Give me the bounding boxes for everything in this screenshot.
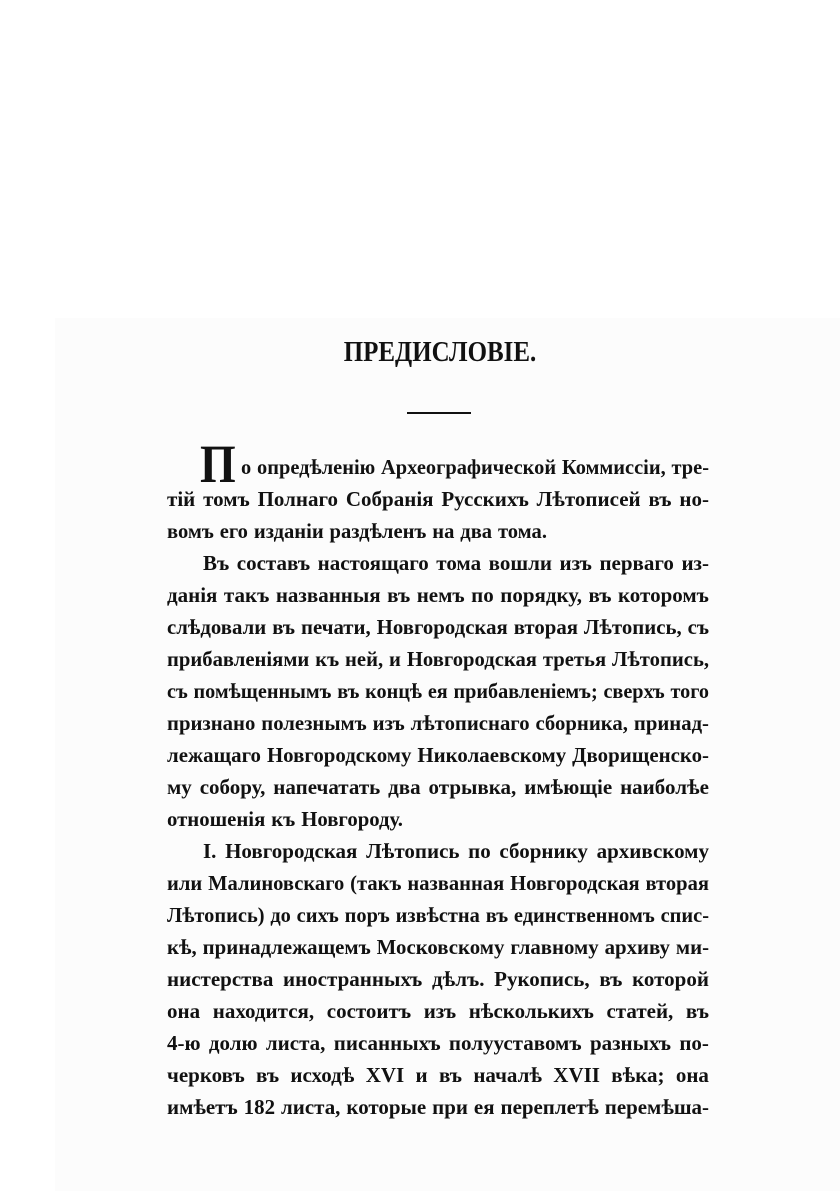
word: въ bbox=[485, 903, 509, 927]
word: единственномъ bbox=[513, 903, 655, 927]
word: прибавленіемъ; bbox=[453, 679, 598, 703]
word: напечатать bbox=[273, 775, 381, 799]
word: поръ bbox=[344, 903, 390, 927]
word: Лѣтопись) bbox=[167, 903, 265, 927]
word: но- bbox=[679, 487, 709, 511]
drop-cap: П bbox=[200, 434, 236, 494]
word: из- bbox=[681, 551, 709, 575]
word: полезнымъ bbox=[261, 711, 367, 735]
word: Московскому bbox=[376, 935, 505, 959]
word: или bbox=[167, 871, 203, 895]
word: вошли bbox=[488, 551, 552, 575]
text-line bbox=[167, 932, 709, 962]
word: такъ bbox=[223, 583, 270, 607]
text-line bbox=[167, 772, 709, 802]
word: Рукопись, bbox=[494, 967, 590, 991]
word: Новгородская bbox=[376, 615, 508, 639]
word: Дворищенско- bbox=[572, 743, 710, 767]
word: писанныхъ bbox=[333, 1031, 441, 1055]
word: главному bbox=[510, 935, 599, 959]
word: ея bbox=[473, 1095, 495, 1119]
word: раздѣленъ bbox=[329, 519, 427, 543]
word: печати, bbox=[301, 615, 371, 639]
word: концѣ bbox=[365, 679, 423, 703]
word: въ bbox=[685, 999, 709, 1023]
word: перемѣша- bbox=[604, 1095, 710, 1119]
word: о bbox=[241, 455, 252, 479]
word: (такъ bbox=[350, 871, 402, 895]
word: долю bbox=[208, 1031, 258, 1055]
word: въ bbox=[438, 1063, 462, 1087]
word: съ bbox=[687, 615, 709, 639]
word: его bbox=[219, 519, 248, 543]
word: опредѣленію bbox=[257, 455, 376, 479]
title-divider bbox=[407, 412, 471, 414]
word: которые bbox=[346, 1095, 427, 1119]
word: сихъ bbox=[296, 903, 339, 927]
word: немъ bbox=[416, 583, 465, 607]
word: лѣтописнаго bbox=[410, 711, 530, 735]
word: находится, bbox=[212, 999, 315, 1023]
word: изъ bbox=[559, 551, 592, 575]
word: названная bbox=[407, 871, 505, 895]
word: два bbox=[460, 519, 493, 543]
word: Лѣтопись bbox=[366, 839, 460, 863]
word: тре- bbox=[671, 455, 710, 479]
word: состоитъ bbox=[326, 999, 412, 1023]
word: по bbox=[471, 583, 494, 607]
word: въ bbox=[387, 583, 411, 607]
word: Коммиссіи, bbox=[561, 455, 666, 479]
text-line bbox=[167, 996, 709, 1026]
word: въ bbox=[256, 1063, 280, 1087]
text-line bbox=[167, 516, 547, 546]
word: вѣка; bbox=[611, 1063, 665, 1087]
text-line bbox=[203, 836, 709, 866]
word: прибавленіями bbox=[167, 647, 310, 671]
word: имѣетъ bbox=[167, 1095, 238, 1119]
word: томъ bbox=[203, 487, 250, 511]
word: изъ bbox=[423, 999, 457, 1023]
word: она bbox=[675, 1063, 709, 1087]
word: въ bbox=[272, 615, 296, 639]
text-line bbox=[203, 548, 709, 578]
word: полууставомъ bbox=[448, 1031, 582, 1055]
word: къ bbox=[315, 647, 340, 671]
word: лежащаго bbox=[167, 743, 261, 767]
word: вторая bbox=[645, 871, 709, 895]
word: помѣщеннымъ bbox=[193, 679, 332, 703]
word: Николаевскому bbox=[417, 743, 567, 767]
word: до bbox=[270, 903, 291, 927]
text-line bbox=[167, 644, 709, 674]
text-line bbox=[167, 484, 709, 514]
word: того bbox=[670, 679, 709, 703]
word: Малиновскаго bbox=[208, 871, 345, 895]
word: въ bbox=[648, 487, 672, 511]
word: слѣдовали bbox=[167, 615, 267, 639]
word: наиболѣе bbox=[620, 775, 709, 799]
word: по- bbox=[679, 1031, 709, 1055]
word: тома bbox=[436, 551, 482, 575]
word: Лѣтописей bbox=[536, 487, 641, 511]
word: съ bbox=[167, 679, 188, 703]
text-line bbox=[167, 804, 403, 834]
word: принадлежащемъ bbox=[202, 935, 371, 959]
text-line bbox=[167, 964, 709, 994]
word: два bbox=[388, 775, 421, 799]
word: въ bbox=[588, 583, 612, 607]
word: ней, bbox=[345, 647, 384, 671]
word: Въ bbox=[203, 551, 230, 575]
word: Лѣтопись, bbox=[583, 615, 682, 639]
text-line bbox=[167, 900, 709, 930]
word: сборнику bbox=[499, 839, 588, 863]
word: на bbox=[432, 519, 455, 543]
word: въ bbox=[337, 679, 360, 703]
word: она bbox=[167, 999, 201, 1023]
word: Новгородскому bbox=[266, 743, 412, 767]
word: Полнаго bbox=[257, 487, 339, 511]
word: перваго bbox=[599, 551, 674, 575]
word: признано bbox=[167, 711, 256, 735]
word: къ bbox=[271, 807, 296, 831]
word: 182 bbox=[243, 1095, 276, 1119]
word: Новгородская bbox=[406, 647, 537, 671]
word: данія bbox=[167, 583, 218, 607]
word: въ bbox=[599, 967, 623, 991]
word: отношенія bbox=[167, 807, 266, 831]
word: и bbox=[415, 1063, 428, 1087]
word: которомъ bbox=[617, 583, 709, 607]
word: кѣ, bbox=[167, 935, 197, 959]
word: нѣсколькихъ bbox=[468, 999, 594, 1023]
word: листа, bbox=[265, 1031, 326, 1055]
word: статей, bbox=[606, 999, 674, 1023]
word: извѣстна bbox=[395, 903, 480, 927]
text-line bbox=[241, 452, 709, 482]
page-title: ПРЕДИСЛОВІЕ. bbox=[343, 336, 537, 368]
word: ми- bbox=[675, 935, 710, 959]
word: нистерства bbox=[167, 967, 274, 991]
word: составъ bbox=[236, 551, 311, 575]
word: тома. bbox=[497, 519, 547, 543]
word: и bbox=[389, 647, 401, 671]
word: Новгородская bbox=[510, 871, 640, 895]
word: по bbox=[468, 839, 491, 863]
word: изъ bbox=[372, 711, 405, 735]
word: ея bbox=[427, 679, 448, 703]
text-line bbox=[167, 868, 709, 898]
text-line bbox=[167, 580, 709, 610]
word: третья bbox=[542, 647, 607, 671]
word: Собранія bbox=[345, 487, 434, 511]
word: исходѣ bbox=[290, 1063, 355, 1087]
text-line bbox=[167, 740, 709, 770]
text-line bbox=[167, 676, 709, 706]
word: при bbox=[432, 1095, 468, 1119]
word: му bbox=[167, 775, 192, 799]
word: архивскому bbox=[596, 839, 709, 863]
word: черковъ bbox=[167, 1063, 245, 1087]
text-line bbox=[167, 1060, 709, 1090]
word: листа, bbox=[281, 1095, 341, 1119]
word: сборника, bbox=[535, 711, 628, 735]
word: Новгородская bbox=[225, 839, 358, 863]
text-line bbox=[167, 612, 709, 642]
word: Археографической bbox=[381, 455, 557, 479]
word: началѣ bbox=[473, 1063, 542, 1087]
word: которой bbox=[632, 967, 709, 991]
word: сверхъ bbox=[603, 679, 665, 703]
word: переплетѣ bbox=[500, 1095, 599, 1119]
word: изданіи bbox=[253, 519, 324, 543]
word: архиву bbox=[604, 935, 670, 959]
text-line bbox=[167, 1092, 709, 1122]
word: Новгороду. bbox=[301, 807, 404, 831]
word: дѣлъ. bbox=[431, 967, 485, 991]
word: XVI bbox=[365, 1063, 405, 1087]
word: собору, bbox=[199, 775, 266, 799]
word: I. bbox=[203, 839, 217, 863]
word: Русскихъ bbox=[441, 487, 529, 511]
word: имѣющіе bbox=[524, 775, 613, 799]
word: вомъ bbox=[167, 519, 214, 543]
text-line bbox=[167, 708, 709, 738]
word: названныя bbox=[275, 583, 381, 607]
word: Лѣтопись, bbox=[612, 647, 710, 671]
word: порядку, bbox=[500, 583, 582, 607]
word: 4-ю bbox=[167, 1031, 201, 1055]
text-line bbox=[167, 1028, 709, 1058]
word: XVII bbox=[553, 1063, 600, 1087]
word: вторая bbox=[513, 615, 578, 639]
word: иностранныхъ bbox=[282, 967, 423, 991]
word: отрывка, bbox=[428, 775, 517, 799]
word: спис- bbox=[660, 903, 710, 927]
word: принад- bbox=[633, 711, 709, 735]
word: настоящаго bbox=[317, 551, 429, 575]
word: разныхъ bbox=[589, 1031, 671, 1055]
word: тій bbox=[167, 487, 196, 511]
